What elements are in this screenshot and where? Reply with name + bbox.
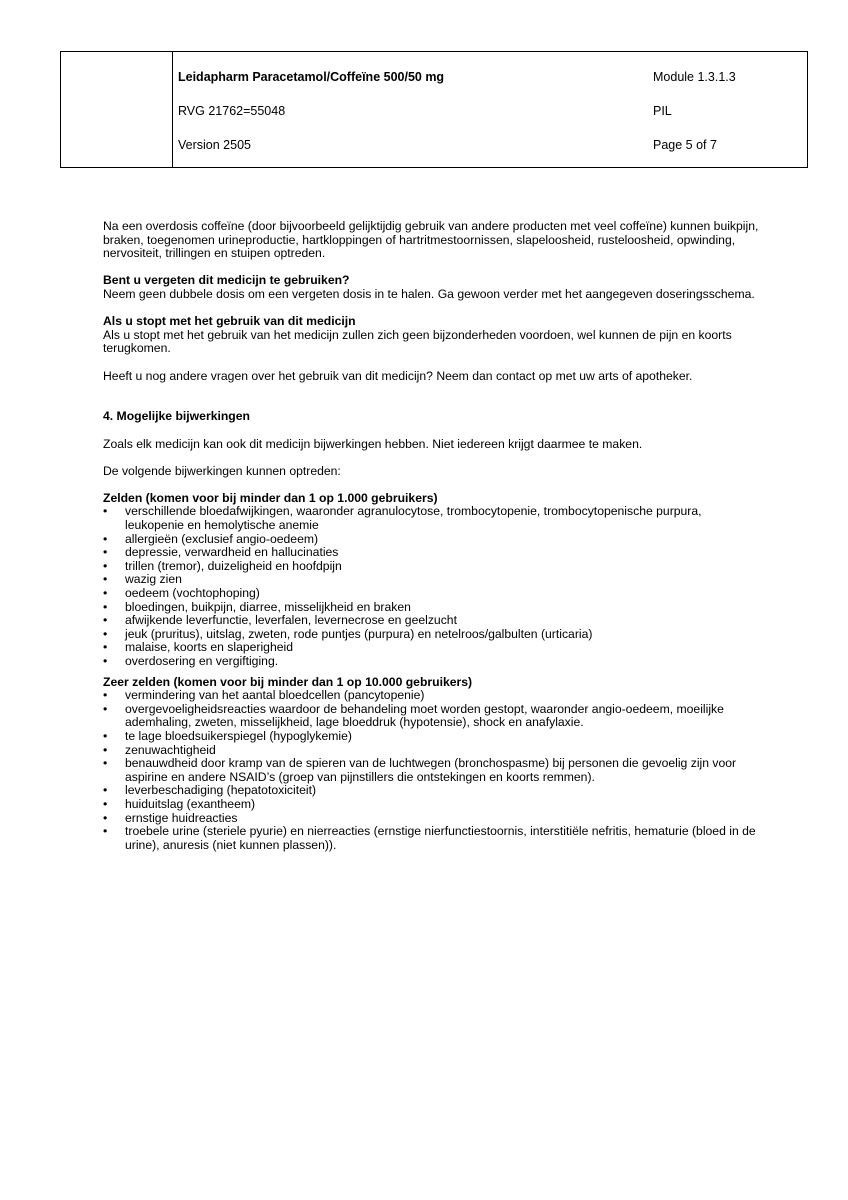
section-4-following: De volgende bijwerkingen kunnen optreden:	[103, 463, 341, 478]
very-rare-side-effects-list	[103, 689, 763, 852]
version-number: Version 2505	[178, 138, 251, 152]
list-item: • jeuk (pruritus), uitslag, zweten, rode puntjes (purpura) en netelroos/galbulten (urticaria)	[103, 626, 593, 641]
stop-use-heading: Als u stopt met het gebruik van dit medicijn	[103, 314, 356, 329]
header-divider	[172, 52, 173, 167]
rvg-number: RVG 21762=55048	[178, 104, 286, 118]
list-item: • bloedingen, buikpijn, diarree, misselijkheid en braken	[103, 599, 411, 614]
list-item: • huiduitslag (exantheem)	[103, 796, 256, 811]
product-name: Leidapharm Paracetamol/Coffeïne 500/50 mg	[178, 70, 445, 84]
list-item: • leverbeschadiging (hepatotoxiciteit)	[103, 783, 317, 798]
list-item: • verschillende bloedafwijkingen, waaronder agranulocytose, trombocytopenie, trombocytopenische purpura, leukopenie en hemolytische anemie	[103, 504, 702, 533]
document-body	[103, 220, 763, 852]
list-item: • troebele urine (steriele pyurie) en nierreacties (ernstige nierfunctiestoornis, interstitiële nefritis, hematurie (bloed in de urine), anuresis (niet kunnen plassen)).	[103, 824, 756, 852]
rare-side-effects-heading: Zelden (komen voor bij minder dan 1 op 1.000 gebruikers)	[103, 490, 438, 505]
list-item: • trillen (tremor), duizeligheid en hoofdpijn	[103, 558, 342, 573]
list-item: • benauwdheid door kramp van de spieren van de luchtwegen (bronchospasme) bij personen die gevoelig zijn voor aspirine en andere NSAID’s (groep van pijnstillers die ontstekingen en koorts remmen).	[103, 756, 737, 784]
list-item: • vermindering van het aantal bloedcellen (pancytopenie)	[103, 688, 425, 703]
document-header-table	[60, 51, 808, 168]
module-number: Module 1.3.1.3	[653, 70, 736, 84]
questions-paragraph: Heeft u nog andere vragen over het gebruik van dit medicijn? Neem dan contact op met uw arts of apotheker.	[103, 368, 693, 383]
very-rare-side-effects-heading: Zeer zelden (komen voor bij minder dan 1 op 10.000 gebruikers)	[103, 674, 473, 689]
list-item: • wazig zien	[103, 572, 182, 587]
list-item: • overdosering en vergiftiging.	[103, 654, 279, 668]
list-item: • allergieën (exclusief angio-oedeem)	[103, 531, 319, 546]
list-item: • malaise, koorts en slaperigheid	[103, 640, 294, 655]
list-item: • zenuwachtigheid	[103, 742, 216, 757]
list-item: • overgevoeligheidsreacties waardoor de behandeling moet worden gestopt, waaronder angio-oedeem, moeilijke ademhaling, zweten, misselijkheid, lage bloeddruk (hypotensie), shock en anafylaxie.	[103, 701, 724, 730]
forgot-dose-heading: Bent u vergeten dit medicijn te gebruiken?	[103, 273, 350, 288]
list-item: • te lage bloedsuikerspiegel (hypoglykemie)	[103, 728, 352, 743]
document-type: PIL	[653, 104, 672, 118]
page-number: Page 5 of 7	[653, 138, 717, 152]
list-item: • ernstige huidreacties	[103, 810, 238, 825]
rare-side-effects-list	[103, 505, 763, 668]
section-4-heading: 4. Mogelijke bijwerkingen	[103, 409, 250, 424]
list-item: • oedeem (vochtophoping)	[103, 586, 260, 601]
overdose-caffeine-paragraph: Na een overdosis coffeïne (door bijvoorbeeld gelijktijdig gebruik van andere producten met veel coffeïne) kunnen buikpijn, braken, toegenomen urineproductie, hartkloppingen of hartritmestoornissen, slapeloosheid, rusteloosheid, opwinding, nervositeit, trillingen en stuipen optreden.	[103, 219, 759, 261]
forgot-dose-paragraph: Neem geen dubbele dosis om een vergeten dosis in te halen. Ga gewoon verder met het aangegeven doseringsschema.	[103, 286, 755, 301]
list-item: • afwijkende leverfunctie, leverfalen, levernecrose en geelzucht	[103, 613, 457, 628]
list-item: • depressie, verwardheid en hallucinaties	[103, 545, 339, 560]
stop-use-paragraph: Als u stopt met het gebruik van het medicijn zullen zich geen bijzonderheden voordoen, wel kunnen de pijn en koorts terugkomen.	[103, 327, 732, 356]
section-4-intro: Zoals elk medicijn kan ook dit medicijn bijwerkingen hebben. Niet iedereen krijgt daarmee te maken.	[103, 436, 643, 451]
